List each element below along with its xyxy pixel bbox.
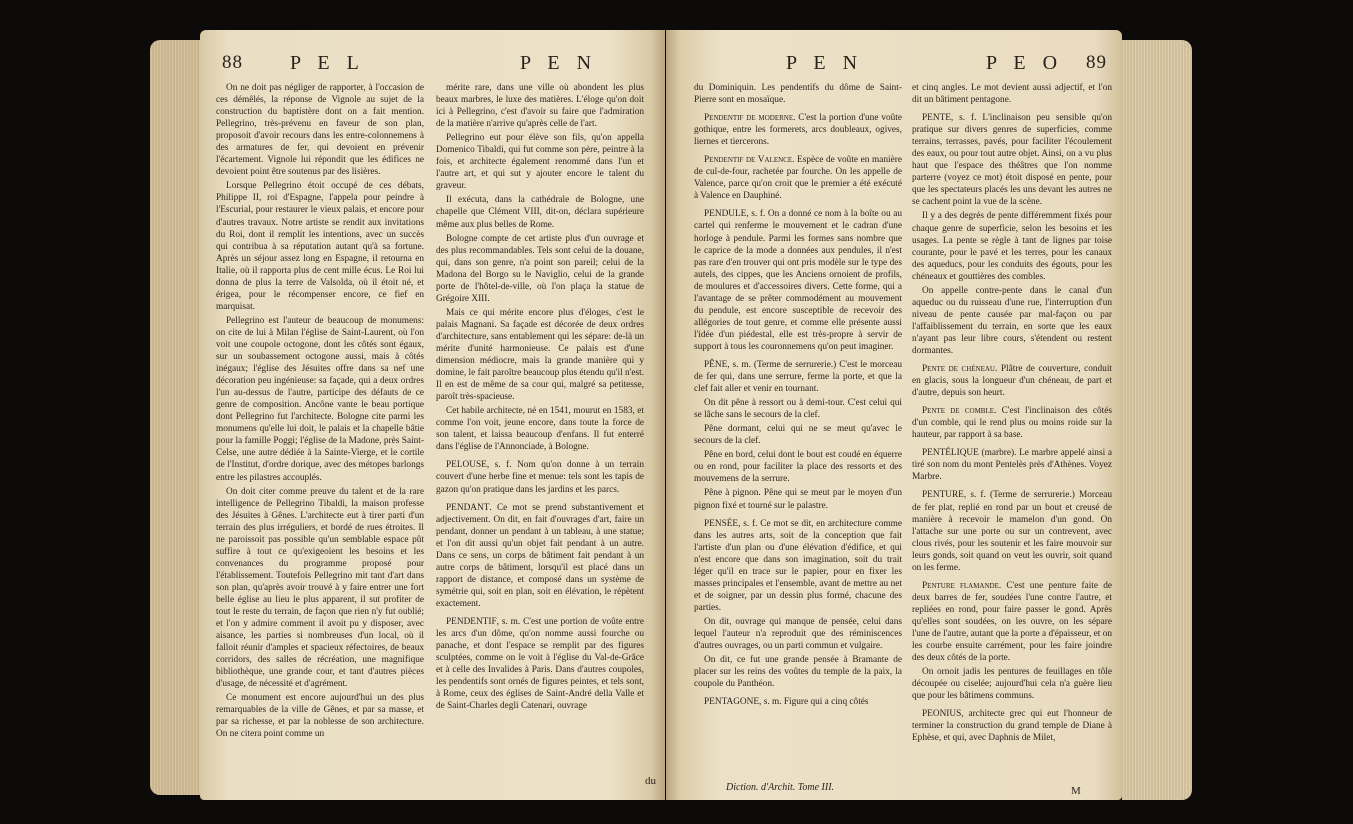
headword: Pendentif de moderne xyxy=(704,113,794,124)
entry-text: . C'est la portion d'une voûte gothique, entre les formerets, arcs doubleaux, ogives, liernes et tiercerons. xyxy=(694,113,902,148)
dictionary-entry xyxy=(694,112,902,148)
paragraph: Mais ce qui mérite encore plus d'éloges, c'est le palais Magnani. Sa façade est décorée de deux ordres d'architecture, sans entablement qui les sépare: de-là un mérite d'unité harmonieuse. Ce palais est d'une dimension médiocre, mais la grande manière qui y domine, le fait paroître beaucoup plus étendu qu'il n'est. Il en est de même de sa cour qui, malgré sa petitesse, paroît très-spacieuse. xyxy=(436,307,644,403)
paragraph: On ornoit jadis les pentures de feuillages en tôle découpée ou ciselée; aujourd'hui cela n'a guère lieu que pour les bâtimens communs. xyxy=(912,667,1112,702)
dictionary-entry xyxy=(694,359,902,395)
headword: PÊNE xyxy=(704,359,728,370)
entry-text: . Espèce de voûte en manière de cul-de-four, rachetée par fourche. On les appelle de Valence, parce qu'on croit que le premier a été exécuté à Valence en Dauphiné. xyxy=(694,155,902,202)
entry-text: , s. f. (Terme de serrurerie.) Morceau de fer plat, replié en rond par un bout et creusé de manière à recevoir le mamelon d'un gond. On l'attache sur une porte ou sur un contrevent, avec clous rivés, pour les soutenir et les faire mouvoir sur leurs gonds, soit quand on veut les ouvrir, soit quand on les ferme. xyxy=(912,490,1112,573)
paragraph: On doit citer comme preuve du talent et de la rare intelligence de Pellegrino Tibaldi, la maison professe des Jésuites à Gênes. L'architecte eut à tirer parti d'un terrain des plus irréguliers, et bordé de rues étroites. Il ne paroissoit pas possible qu'un semblable espace pût suffire à tout ce qu'exigeoient les besoins et les convenances du programme proposé pour l'établissement. Toutefois Pellegrino mit tant d'art dans son plan, qu'après avoir trouvé à y faire entrer une fort belle église au lieu le plus apparent, il sut profiter de tout le reste du terrain, de façon que rien n'y fut oublié; et l'on y admire comment il avoit pu y disposer, avec aisance, les parties si nombreuses d'un local, où il falloit réunir d'amples et spacieux réfectoires, de beaux corridors, des salles de récréation, une magnifique bibliothèque, une grande cour, et tant d'autres pièces d'usage, de nécessité et d'agrément. xyxy=(216,486,424,690)
running-head-2: P E N xyxy=(520,52,598,74)
paragraph: On dit, ouvrage qui manque de pensée, celui dans lequel l'auteur n'a reproduit que des réminiscences d'autres ouvrages, ou un parti commun et vulgaire. xyxy=(694,616,902,652)
dictionary-entry xyxy=(694,518,902,614)
dictionary-entry xyxy=(912,112,1112,208)
right-column-2 xyxy=(912,82,1112,746)
right-column-1 xyxy=(694,82,902,710)
paragraph: Bologne compte de cet artiste plus d'un ouvrage et des plus recommandables. Tels sont celui de la douane, qui, dans son genre, n'a point son pareil; celui de la Madona del Borgo su le Naviglio, celui de la grande porte de l'hôtel-de-ville, où l'on plaça la statue de Grégoire XIII. xyxy=(436,233,644,304)
headword: Pente de comble xyxy=(922,406,995,417)
paragraph: mérite rare, dans une ville où abondent les plus beaux marbres, le luxe des matières. L'éloge qu'on doit ici à Pellegrino, c'est d'avoir su faire que l'admiration de la matière n'arrive qu'après celle de l'art. xyxy=(436,83,644,130)
running-head-2: P E O xyxy=(986,52,1064,74)
dictionary-entry xyxy=(912,489,1112,573)
dictionary-entry xyxy=(436,459,644,495)
paragraph: On dit pêne à ressort ou à demi-tour. C'est celui qui se lâche sans le secours de la clef. xyxy=(694,398,902,421)
footer-imprint: Diction. d'Archit. Tome III. xyxy=(726,782,835,793)
dictionary-entry xyxy=(436,616,644,712)
paragraph: On dit, ce fut une grande pensée à Bramante de placer sur les reins des voûtes du temple de la paix, la coupole du Panthéon. xyxy=(694,655,902,690)
dictionary-entry xyxy=(694,696,902,708)
dictionary-entry xyxy=(436,502,644,610)
headword: PENSÉE xyxy=(704,518,739,529)
page-number: 89 xyxy=(1086,52,1107,73)
left-header xyxy=(200,52,665,82)
entry-text: . Plâtre de couverture, conduit en glacis, sous la longueur d'un chéneau, de part et d'autre, depuis son heurt. xyxy=(912,364,1112,399)
headword: PEONIUS xyxy=(922,709,962,720)
dictionary-entry xyxy=(912,447,1112,483)
page-number: 88 xyxy=(222,52,243,73)
entry-text: . C'est l'inclinaison des côtés d'un comble, qui le rend plus ou moins roide sur la hauteur, par rapport à sa base. xyxy=(912,406,1113,441)
headword: PENTAGONE xyxy=(704,697,760,708)
right-header xyxy=(666,52,1122,82)
paragraph: On appelle contre-pente dans le canal d'un aqueduc ou du ruisseau d'une rue, l'interruption d'un niveau de pente causée par mal-façon ou par l'affaiblissement du terrain, en sorte que les eaux n'ayant pas leur libre cours, s'étendent ou restent dormantes. xyxy=(912,285,1112,356)
left-column-2 xyxy=(436,82,644,714)
headword: PENDANT xyxy=(446,502,490,513)
catchword: du xyxy=(645,775,656,787)
paragraph: Pellegrino eut pour élève son fils, qu'on appella Domenico Tibaldi, qui fut comme son père, peintre à la fois, et architecte également renommé dans l'un et l'autre art, et qui sut y ajouter encore le talent du graveur. xyxy=(436,133,644,192)
headword: PENTURE xyxy=(922,490,964,501)
headword: Pente de chéneau xyxy=(922,364,995,375)
dictionary-entry xyxy=(694,208,902,353)
paragraph: On ne doit pas négliger de rapporter, à l'occasion de ces démêlés, la réponse de Vignole au sujet de la construction du baptistère dont on a fait mention. Pellegrino, très-prévenu en faveur de son plan, proposoit d'avoir recours dans les entre-colonnemens à des armatures de fer, qui devoient en prévenir l'écartement. Vignole lui répondit que les édifices ne devoient point être soutenus par des lisières. xyxy=(216,83,424,178)
dictionary-entry xyxy=(912,708,1112,744)
signature-mark: M xyxy=(1071,785,1081,797)
headword: Pendentif de Valence xyxy=(704,155,793,166)
paragraph: Il y a des degrés de pente différemment fixés pour chaque genre de superficie, selon les besoins et les usages. La pente se règle à tant de lignes par toise courante, pour le pavé et les terres, pour les canaux des aqueducs, pour les conduits des égouts, pour les chéneaux et gouttières des combles. xyxy=(912,211,1112,282)
paragraph: Ce monument est encore aujourd'hui un des plus remarquables de la ville de Gênes, et par sa masse, et par sa richesse, et par la noblesse de son architecture. On ne citera point comme un xyxy=(216,693,424,740)
headword: PENTÉLIQUE xyxy=(922,448,979,459)
running-head: P E L xyxy=(290,52,365,74)
paragraph: Pêne dormant, celui qui ne se meut qu'avec le secours de la clef. xyxy=(694,424,902,447)
right-page xyxy=(666,30,1122,800)
paragraph: Cet habile architecte, né en 1541, mourut en 1583, et comme l'on voit, jeune encore, dans toute la force de son talent, et laissa beaucoup d'enfans. Il fut enterré dans l'église de l'Annonciade, à Bologne. xyxy=(436,406,644,453)
paragraph: Pellegrino est l'auteur de beaucoup de monumens: on cite de lui à Milan l'église de Saint-Laurent, où l'on voit une coupole octogone, dont les côtés sont égaux, sur un soubassement octogone aussi, mais à côtés inégaux; l'église des Jésuites offre dans sa nef une décoration peu ingénieuse: sa façade, qui a deux ordres l'un au-dessus de l'autre, participe des défauts de ce genre de composition. Ancône vante le beau portique dont Pellegrino fut l'architecte. Bologne cite parmi les monumens qu'elle lui doit, le palais et la chapelle bâtie pour la famille Poggi; l'église de la Madone, près Saint-Celse, une autre dédiée à la Sainte-Vierge, et le cortile de l'Institut, d'ordre dorique, avec des métopes barlongs entre les pilastres accouplés. xyxy=(216,315,424,483)
entry-text: , s. f. Ce mot se dit, en architecture comme dans les autres arts, soit de la conception que fait l'artiste d'un plan ou d'une élévation d'édifice, et qui n'est encore que dans son imagination, soit du trait léger qu'il en trace sur le papier, pour en fixer les masses principales et l'ensemble, avant de mettre au net et de soigner, par un dessin plus formé, chacune des parties. xyxy=(694,518,902,613)
entry-text: . Ce mot se prend substantivement et adjectivement. On dit, en fait d'ouvrages d'art, faire un pendant, donner un pendant à un tableau, à une statue; et l'on dit aussi qu'un objet fait pendant à un autre. Dans ce sens, un corps de bâtiment fait pendant à un autre corps de bâtiment, lorsqu'il est placé dans un rapport de distance, et composé dans un système de symétrie qui, soit en plan, soit en élévation, le répètent exactement. xyxy=(436,502,644,609)
running-head: P E N xyxy=(786,52,864,74)
paragraph: Pêne en bord, celui dont le bout est coudé en équerre ou en rond, pour faciliter la place des ressorts et des mouvemens de la serrure. xyxy=(694,450,902,485)
entry-text: , s. m. Figure qui a cinq côtés xyxy=(759,697,869,708)
dictionary-entry xyxy=(694,154,902,202)
entry-text: , s. f. L'inclinaison peu sensible qu'on pratique sur divers genres de superficies, comme terrains, terrasses, pavés, pour faciliter l'écoulement des eaux, ou pour tout autre objet. Ainsi, on a vu plus haut que l'espace des théâtres que l'on nomme parterre (voyez ce mot) étoit disposé en pente, pour que les spectateurs placés les uns devant les autres ne se cachent point la vue de la scène. xyxy=(912,113,1112,208)
entry-text: , s. f. On a donné ce nom à la boîte ou au cartel qui renferme le mouvement et le cadran d'une horloge à pendule. Parmi les formes sans nombre que le caprice de la mode a données aux pendules, il n'est pas rare d'en trouver qui ont pris modèle sur le type des autels, des cippes, que les Anciens ornoient de profils, de moulures et d'accessoires divers. Cette forme, qui a l'avantage de se prêter commodément au mouvement du pendule, est encore susceptible de recevoir des allégories de tout genre, et comme elle présente aussi l'idée d'un piédestal, elle est très-propre à servir de support à tous les couronnemens qu'on peut imaginer. xyxy=(694,209,902,352)
right-page-edges xyxy=(1122,40,1192,800)
entry-text: , architecte grec qui eut l'honneur de terminer la construction du grand temple de Diane à Ephèse, et qui, avec Daphnis de Milet, xyxy=(912,709,1112,744)
left-page xyxy=(200,30,665,800)
paragraph: du Dominiquin. Les pendentifs du dôme de Saint-Pierre sont en mosaïque. xyxy=(694,83,902,106)
entry-text: , s. m. C'est une portion de voûte entre les arcs d'un dôme, qu'on nomme aussi fourche ou panache, et dont l'espace se remplit par des figures sculptées, comme on le voit à l'église du Val-de-Grâce et à celle des Invalides à Paris. Dans d'autres coupoles, les pendentifs sont ornés de figures peintes, et tels sont, à Rome, ceux des églises de Saint-André della Valle et de Saint-Charles degli Catenari, ouvrage xyxy=(436,616,644,712)
paragraph: Lorsque Pellegrino étoit occupé de ces débats, Philippe II, roi d'Espagne, l'appela pour peindre à l'Escurial, pour restaurer le vieux palais, et encore pour d'autres travaux. Notre artiste se rendit aux invitations du Roi, dont il remplit les intentions, avec un succès qui contribua à sa réputation autant qu'à sa fortune. Après un séjour assez long en Espagne, il retourna en Italie, où il rapporta plus de cent mille écus. Le Roi lui donna de plus la terre de Valsolda, où il étoit né, et érigea, pour le récompenser encore, ce fief en marquisat. xyxy=(216,181,424,312)
left-column-1 xyxy=(216,82,424,743)
paragraph: Pêne à pignon. Pêne qui se meut par le moyen d'un pignon fixé et tourné sur le palastre. xyxy=(694,488,902,511)
headword: PENDENTIF xyxy=(446,616,497,627)
entry-text: , s. f. Nom qu'on donne à un terrain couvert d'une herbe fine et menue: tels sont les tapis de gazon qu'on pratique dans les jardins et les parcs. xyxy=(436,460,644,495)
dictionary-entry xyxy=(912,405,1112,441)
dictionary-entry xyxy=(912,363,1112,399)
entry-text: , s. m. (Terme de serrurerie.) C'est le morceau de fer qui, dans une serrure, ferme la porte, et que la clef fait aller et venir en tournant. xyxy=(694,359,902,395)
headword: PELOUSE xyxy=(446,460,487,471)
headword: PENDULE xyxy=(704,209,747,220)
headword: Penture flamande xyxy=(922,580,999,591)
paragraph: et cinq angles. Le mot devient aussi adjectif, et l'on dit un bâtiment pentagone. xyxy=(912,83,1112,106)
headword: PENTE xyxy=(922,113,951,124)
left-page-edges xyxy=(150,40,200,795)
entry-text: (marbre). Le marbre appelé ainsi a tiré son nom du mont Pentelès près d'Athènes. Voyez Marbre. xyxy=(912,448,1112,483)
paragraph: Il exécuta, dans la cathédrale de Bologne, une chapelle que Clément VIII, dit-on, déclara supérieure même aux plus belles de Rome. xyxy=(436,195,644,230)
entry-text: . C'est une penture faite de deux barres de fer, soudées l'une contre l'autre, et repliées en rond, pour faire passer le gond. Après qu'elles sont soudées, on les ouvre, on les sépare l'une de l'autre, autant que la porte a d'épaisseur, et on les courbe ensuite carrément, pour les faire joindre des deux côtés de la porte. xyxy=(912,580,1112,664)
dictionary-entry xyxy=(912,580,1112,664)
